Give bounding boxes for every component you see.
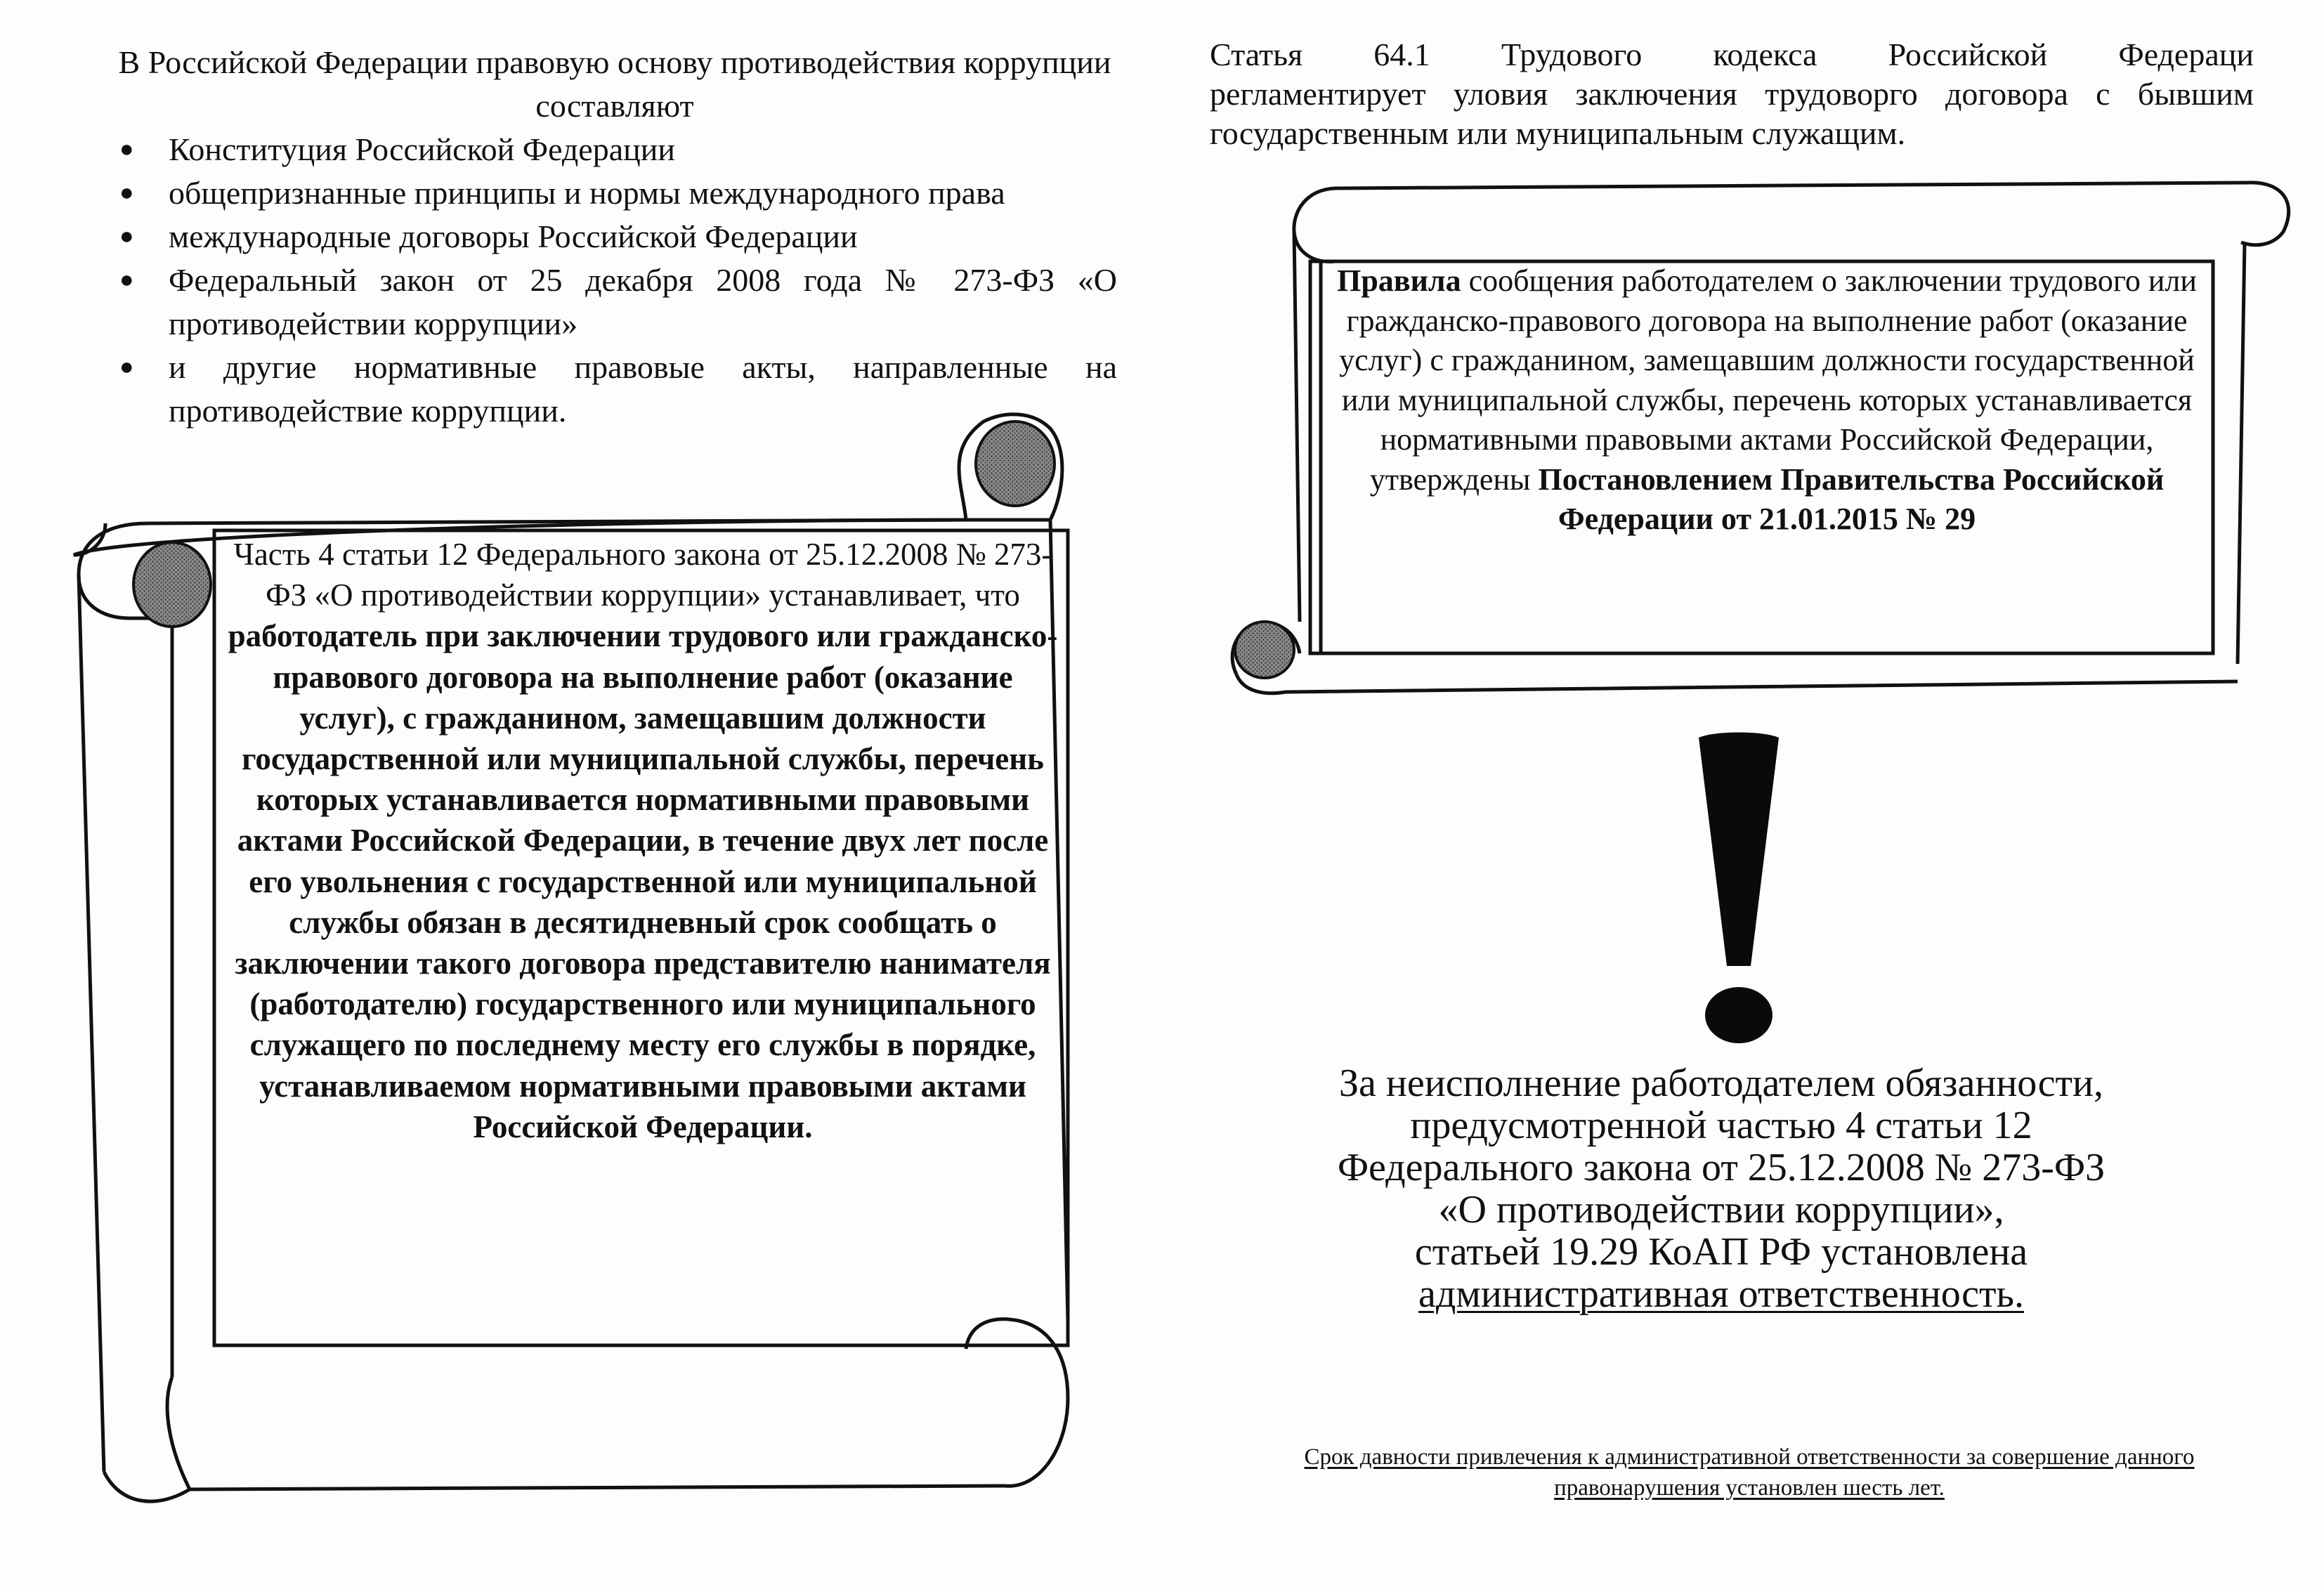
bullet-icon: ● [119, 136, 134, 162]
left-scroll-top-roll [976, 422, 1055, 506]
article-rest: регламентирует уловия заключения трудоворго договора с бывшим государственным или муниципальным служащим. [1210, 76, 2254, 151]
notice-line: предусмотренной частью 4 статьи 12 [1410, 1104, 2032, 1147]
notice-line: За неисполнение работодателем обязанности, [1338, 1062, 2103, 1105]
bullet-icon: ● [119, 223, 134, 249]
intro-section [112, 41, 1117, 433]
article-intro [1210, 35, 2254, 153]
liability-notice [1236, 1062, 2206, 1315]
left-scroll-normal-text: Часть 4 статьи 12 Федерального закона от 25.12.2008 № 273-ФЗ «О противодействии коррупции» устанавливает, что [233, 537, 1052, 613]
legal-basis-list [112, 128, 1117, 433]
exclamation-icon [1686, 731, 1791, 1054]
right-scroll-normal-text: сообщения работодателем о заключении трудового или гражданско-правового договора на выполнение работ (оказание услуг) с гражданином, замещавшим должности государственной или муниципальной службы, перечень которых устанавливается нормативными правовыми актами Российской Федерации, утверждены [1339, 263, 2197, 497]
list-item [112, 346, 1117, 433]
notice-line: Федерального закона от 25.12.2008 № 273-ФЗ [1337, 1146, 2106, 1189]
right-scroll-bottom-roll [1235, 622, 1294, 678]
right-scroll-bold-lead: Правила [1337, 263, 1461, 298]
list-item-text: Федеральный закон от 25 декабря 2008 года № 273-ФЗ «О противодействии коррупции» [169, 262, 1117, 341]
list-item-text: и другие нормативные правовые акты, направленные на противодействие коррупции. [169, 349, 1117, 429]
list-item-text: общепризнанные принципы и нормы международного права [169, 175, 1005, 211]
notice-line: «О противодействии коррупции», [1438, 1188, 2004, 1232]
article-first-line: Статья 64.1 Трудового кодекса Российской Федераци [1210, 37, 2254, 72]
left-scroll-bold-text: работодатель при заключении трудового или гражданско-правового договора на выполнение работ (оказание услуг), с гражданином, замещавшим должности государственной или муниципальной службы, перечень которых устанавливается нормативными правовыми актами Российской Федерации, в течение двух лет после его увольнения с государственной или муниципальной службы обязан в десятидневный срок сообщать о заключении такого договора представителю нанимателя (работодателю) государственного или муниципального служащего по последнему месту его службы в порядке, устанавливаемом нормативными правовыми актами Российской Федерации. [228, 618, 1058, 1144]
list-item [112, 215, 1117, 259]
list-item-text: международные договоры Российской Федерации [169, 218, 858, 254]
left-scroll-side-roll [133, 542, 211, 627]
bullet-icon: ● [119, 180, 134, 206]
list-item [112, 259, 1117, 346]
list-item-text: Конституция Российской Федерации [169, 131, 675, 167]
bullet-icon: ● [119, 267, 134, 293]
right-scroll-bold-tail: Постановлением Правительства Российской Федерации от 21.01.2015 № 29 [1538, 462, 2165, 536]
notice-line: статьей 19.29 КоАП РФ установлена [1414, 1230, 2028, 1274]
statute-of-limitations-note: Срок давности привлечения к административной ответственности за совершение данного правонарушения установлен шесть лет. [1304, 1444, 2195, 1501]
notice-line-underlined [1236, 1273, 2206, 1315]
administrative-liability-text: административная ответственность. [1418, 1272, 2024, 1316]
list-item [112, 171, 1117, 215]
intro-title: В Российской Федерации правовую основу противодействия коррупции составляют [118, 44, 1111, 124]
list-item [112, 128, 1117, 171]
left-scroll-text [225, 534, 1061, 1147]
bullet-icon: ● [119, 354, 134, 380]
right-scroll-text [1321, 261, 2213, 540]
